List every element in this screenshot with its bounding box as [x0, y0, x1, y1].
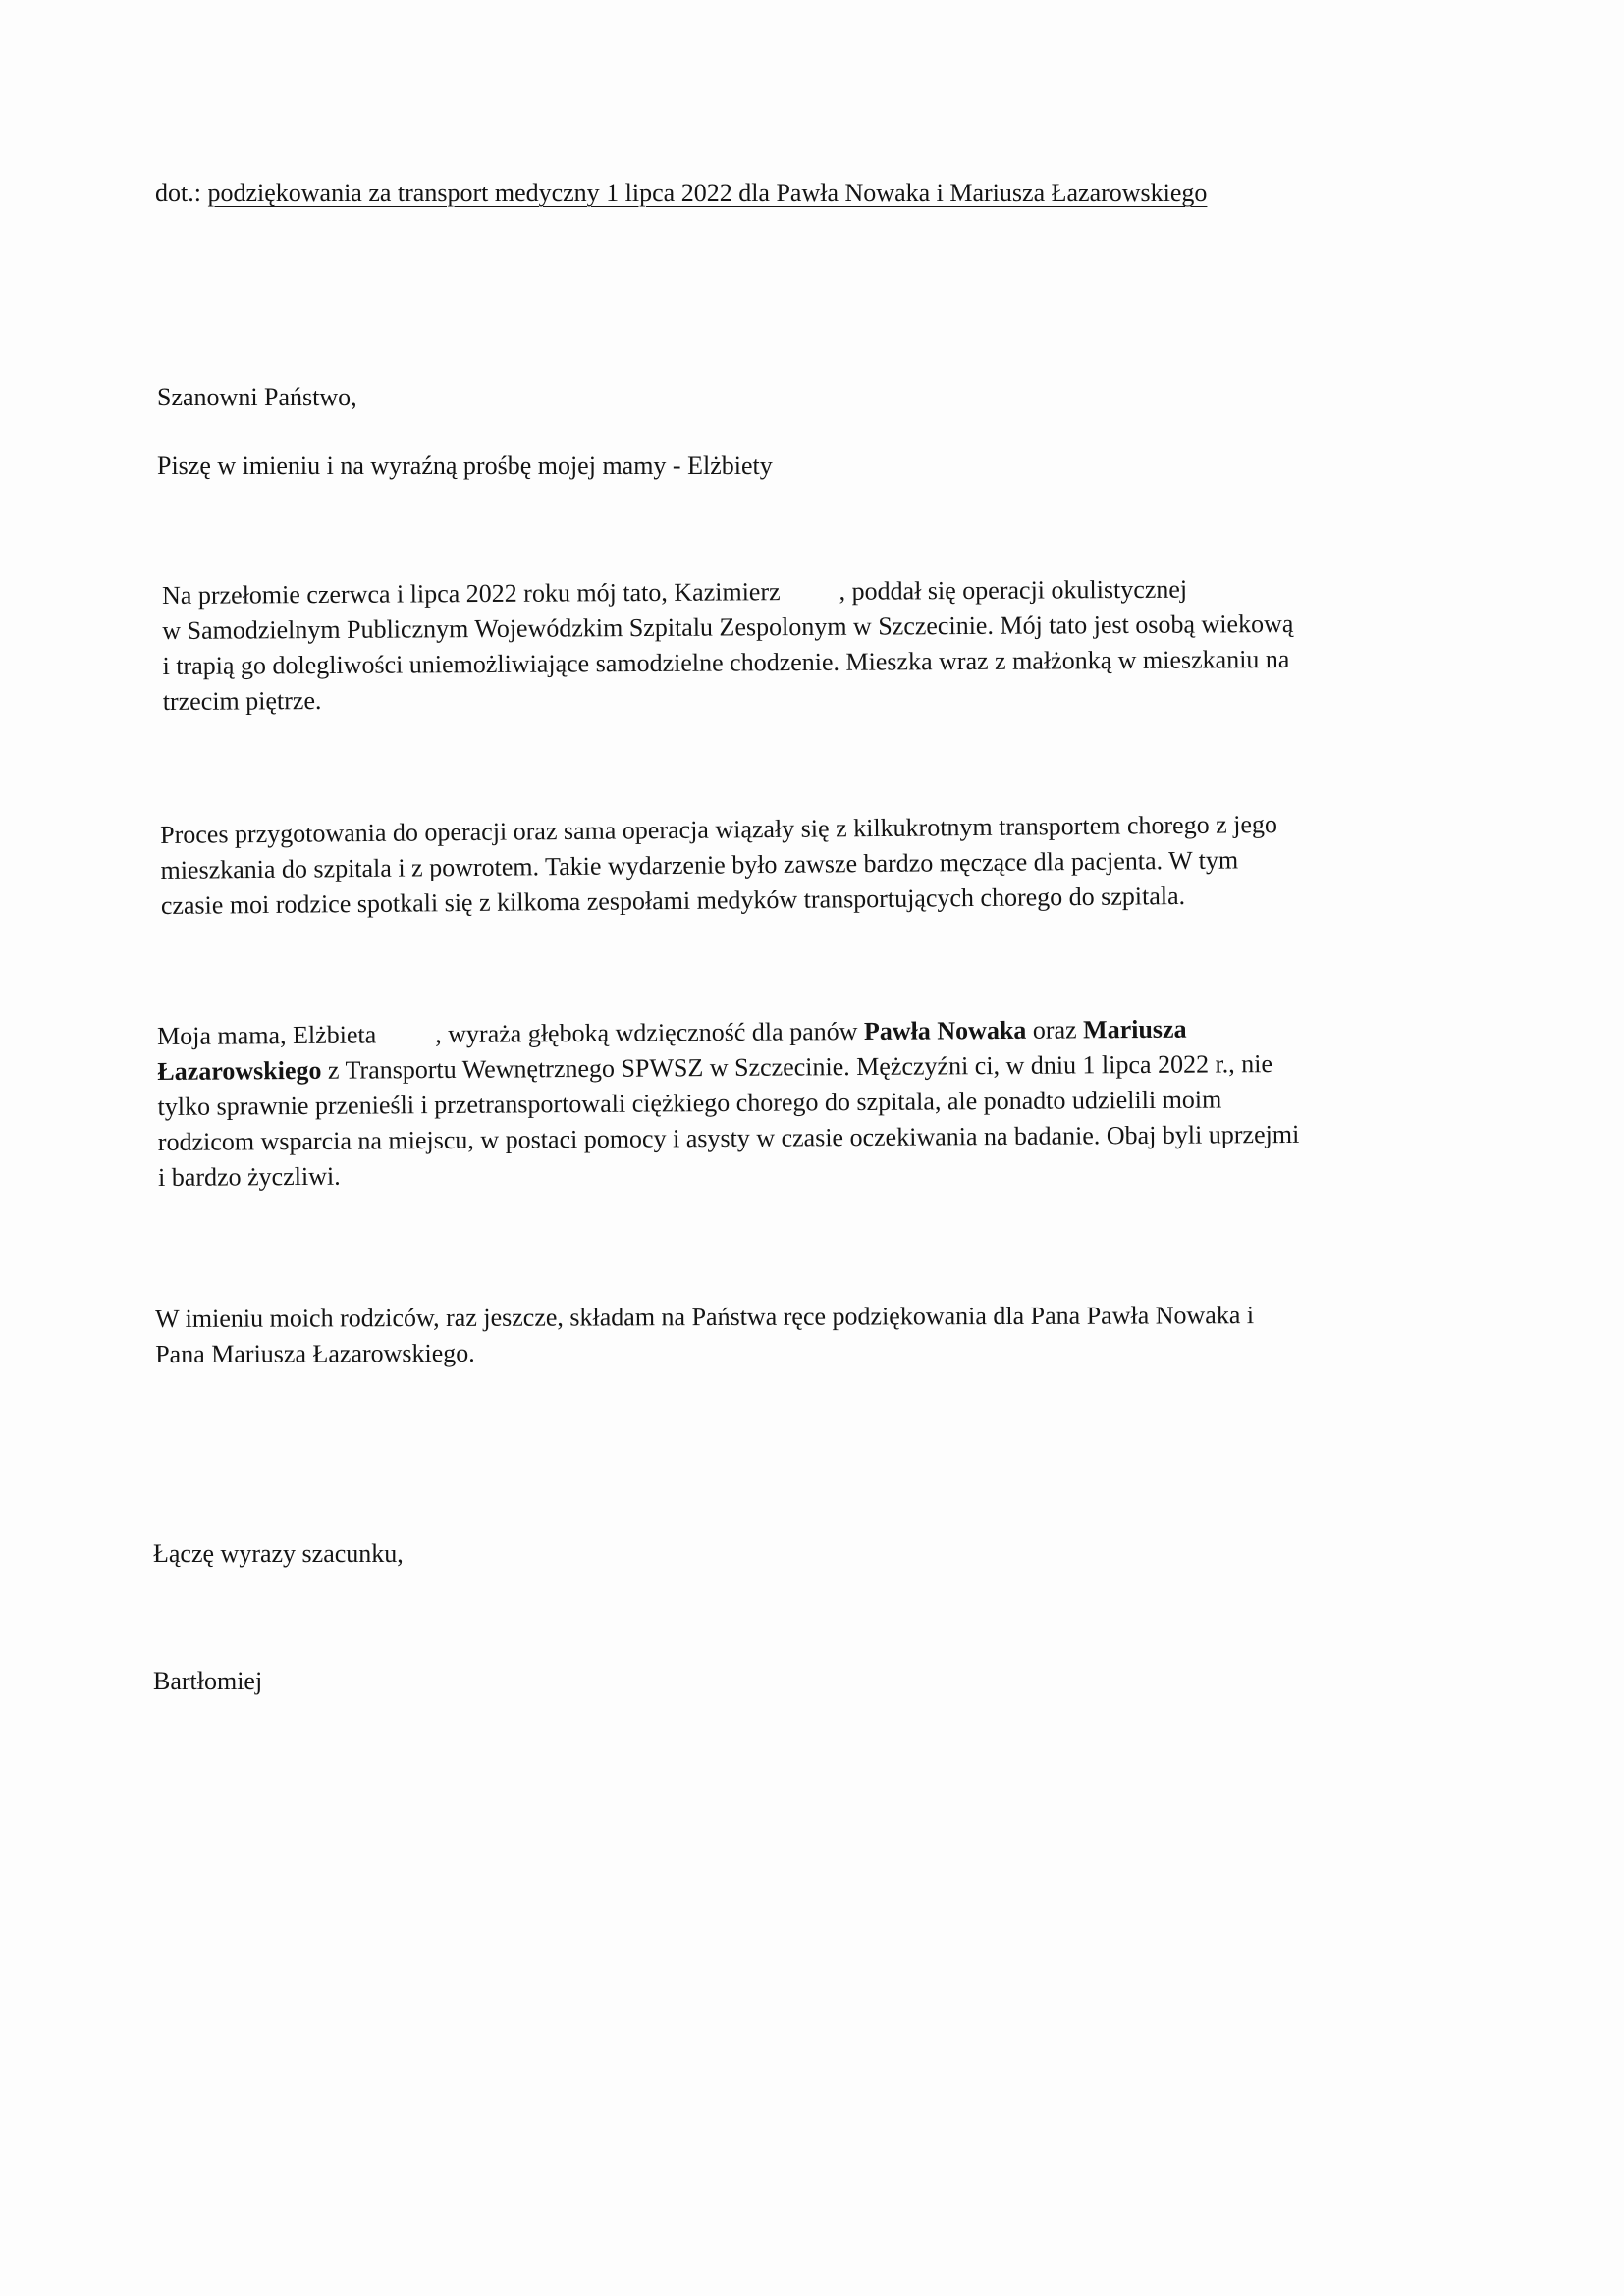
text-span: Na przełomie czerwca i lipca 2022 roku mój tato, Kazimierz [162, 577, 781, 610]
subject-text: podziękowania za transport medyczny 1 lipca 2022 dla Pawła Nowaka i Mariusza Łazarowskiego [207, 179, 1208, 207]
closing-phrase: Łączę wyrazy szacunku, [153, 1539, 404, 1568]
text-span: , wyraża głęboką wdzięczność dla panów [435, 1017, 858, 1049]
intro-sentence: Piszę w imieniu i na wyraźną prośbę mojej mamy - Elżbiety [157, 452, 773, 480]
paragraph-thanks [155, 1297, 1471, 1372]
paragraph-line: i trapią go dolegliwości uniemożliwiające samodzielne chodzenie. Mieszka wraz z małżonką w mieszkaniu na [162, 644, 1290, 680]
text-span: Moja mama, Elżbieta [157, 1020, 377, 1050]
text-span: z Transportu Wewnętrznego SPWSZ w Szczecinie. Mężczyźni ci, w dniu 1 lipca 2022 r., nie [327, 1049, 1273, 1085]
bold-name: Łazarowskiego [157, 1055, 322, 1086]
paragraph-transport [160, 805, 1462, 924]
paragraph-line: rodzicom wsparcia na miejscu, w postaci pomocy i asysty w czasie oczekiwania na badanie. Obaj byli uprzejmi [157, 1119, 1300, 1156]
salutation: Szanowni Państwo, [157, 383, 357, 411]
paragraph-line: w Samodzielnym Publicznym Wojewódzkim Szpitalu Zespolonym w Szczecinie. Mój tato jest osobą wiekową [162, 609, 1294, 645]
subject-line [155, 176, 1530, 211]
text-span: , poddał się operacji okulistycznej [839, 574, 1188, 606]
subject-prefix: dot.: [155, 179, 201, 207]
paragraph-line: tylko sprawnie przenieśli i przetransportowali ciężkiego chorego do szpitala, ale ponadto udzielili moim [157, 1085, 1222, 1121]
paragraph-line: czasie moi rodzice spotkali się z kilkoma zespołami medyków transportujących chorego do szpitala. [160, 881, 1186, 920]
signature-name: Bartłomiej [153, 1667, 263, 1695]
paragraph-operation [162, 570, 1464, 720]
paragraph-line: mieszkania do szpitala i z powrotem. Takie wydarzenie było zawsze bardzo męczące dla pacjenta. W tym [160, 845, 1239, 884]
text-span: oraz [1032, 1015, 1077, 1044]
paragraph-gratitude [157, 1010, 1469, 1196]
paragraph-line: trzecim piętrze. [162, 686, 322, 716]
paragraph-line: W imieniu moich rodziców, raz jeszcze, składam na Państwa ręce podziękowania dla Pana Pawła Nowaka i [155, 1301, 1255, 1333]
paragraph-line: Proces przygotowania do operacji oraz sama operacja wiązały się z kilkukrotnym transportem chorego z jego [160, 810, 1278, 849]
paragraph-line: i bardzo życzliwi. [158, 1161, 341, 1192]
bold-name: Mariusza [1083, 1014, 1187, 1044]
bold-name: Pawła Nowaka [863, 1015, 1027, 1045]
paragraph-line: Pana Mariusza Łazarowskiego. [155, 1338, 475, 1368]
